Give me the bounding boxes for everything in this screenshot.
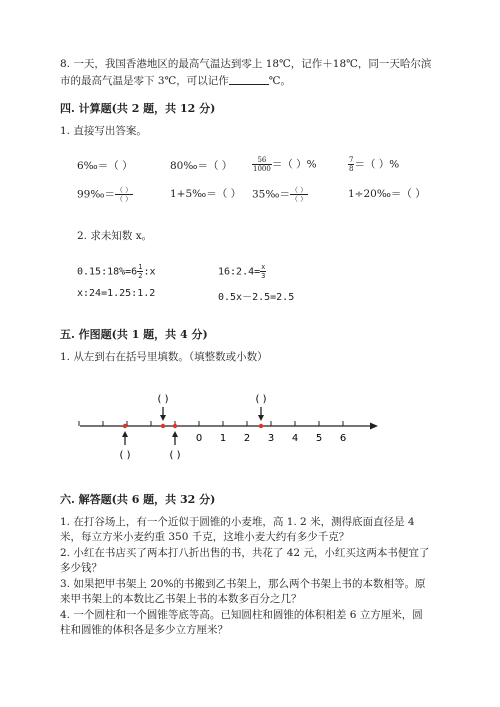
- tick-label: 2: [243, 433, 251, 444]
- calc-row2-c-text: 35‰＝: [252, 188, 290, 201]
- fraction-numerator: 1: [138, 263, 143, 271]
- calc-row2-c: [252, 186, 308, 204]
- red-point: [173, 424, 177, 428]
- section-6-line-1: 1. 在打谷场上，有一个近似于圆锥的小麦堆，高 1. 2 米，测得底面直径是 4: [60, 516, 415, 528]
- tick-marks: [79, 421, 343, 426]
- equation-1-text: 0.15:18%=6: [77, 266, 138, 278]
- section-6-line-8: 柱和圆锥的体积各是多少立方厘米？: [60, 624, 228, 636]
- calc-row1-c-answer: ＝（ ）%: [271, 158, 317, 171]
- section-4-q2-title: 2. 求未知数 x。: [77, 230, 153, 242]
- fraction-numerator: 56: [252, 156, 272, 165]
- section-6-line-4: 多少钱？: [60, 562, 102, 574]
- number-line-figure: [0, 380, 500, 470]
- q8-line-2: [60, 73, 291, 90]
- fraction-denominator: 3: [261, 272, 266, 280]
- tick-labels: [196, 433, 346, 444]
- fraction: [290, 186, 308, 203]
- section-6-line-3: 2. 小红在书店买了两本打八折出售的书，共花了 42 元，小红买这两本书便宜了: [60, 547, 430, 559]
- section-5-q1-title: 1. 从左到右在括号里填数。（填整数或小数）: [60, 351, 268, 363]
- arrow-head-icon: [370, 423, 378, 430]
- section-4-heading: 四. 计算题(共 2 题，共 12 分): [60, 102, 216, 115]
- tick-label: 3: [267, 433, 275, 444]
- calc-row2-b: 1+5‰＝（ ）: [170, 188, 242, 200]
- arrow-head-icon: [172, 431, 178, 437]
- q8-line-1: 8. 一天，我国香港地区的最高气温达到零上 18℃，记作＋18℃，同一天哈尔滨: [60, 58, 432, 70]
- fraction-denominator: （ ）: [115, 195, 133, 203]
- arrow-head-icon: [160, 415, 166, 421]
- calc-row2-a: [77, 186, 133, 204]
- calc-row1-a: 6‰＝（ ）: [77, 160, 133, 172]
- q8-line-2-text: 市的最高气温是零下 3℃，可以记作: [60, 75, 229, 87]
- calc-row2-a-text: 99‰＝: [77, 188, 115, 201]
- equation-2: [218, 263, 266, 280]
- red-point: [123, 424, 127, 428]
- arrow-head-icon: [122, 431, 128, 437]
- section-6-line-6: 来甲书架上的本数比乙书架上书的本数多百分之几？: [60, 593, 302, 605]
- equation-4: 0.5x－2.5=2.5: [218, 292, 295, 303]
- fraction-denominator: （ ）: [290, 195, 308, 203]
- tick-label: 0: [195, 433, 203, 444]
- calc-row2-d: 1÷20‰＝（ ）: [348, 188, 426, 200]
- answer-paren-bottom-2[interactable]: ( ): [169, 450, 181, 461]
- answer-paren-bottom-1[interactable]: ( ): [119, 450, 131, 461]
- q8-line-2-unit: ℃。: [268, 75, 292, 87]
- tick-label: 5: [315, 433, 323, 444]
- tick-label: 4: [291, 433, 299, 444]
- fraction-numerator: 7: [349, 156, 354, 164]
- section-6-heading: 六. 解答题(共 6 题，共 32 分): [60, 493, 216, 506]
- equation-1: [77, 263, 155, 280]
- fraction-numerator: （ ）: [115, 186, 133, 194]
- fraction: [252, 156, 272, 173]
- equation-2-text: 16:2.4=: [218, 266, 261, 278]
- fraction-denominator: 2: [138, 272, 143, 280]
- answer-blank[interactable]: [229, 74, 269, 85]
- fraction-numerator: （ ）: [290, 186, 308, 194]
- section-5-heading: 五. 作图题(共 1 题，共 4 分): [60, 328, 208, 341]
- tick-label: 6: [339, 433, 347, 444]
- calc-row1-b: 80‰＝（ ）: [170, 160, 233, 172]
- fraction: [115, 186, 133, 203]
- section-6-line-7: 4. 一个圆柱和一个圆锥等底等高。已知圆柱和圆锥的体积相差 6 立方厘米，圆: [60, 609, 423, 621]
- arrow-head-icon: [258, 415, 264, 421]
- tick-label: 1: [219, 433, 227, 444]
- calc-row1-c: [252, 156, 317, 174]
- fraction-numerator: x: [261, 263, 266, 271]
- red-point: [259, 424, 263, 428]
- fraction-denominator: 1000: [253, 165, 271, 173]
- calc-row1-d: [348, 156, 399, 174]
- red-point: [161, 424, 165, 428]
- equation-1-end: :x: [143, 266, 156, 278]
- equation-3: x:24=1.25:1.2: [77, 288, 156, 299]
- answer-paren-top-1[interactable]: ( ): [157, 394, 169, 405]
- answer-paren-top-2[interactable]: ( ): [255, 394, 267, 405]
- calc-row1-d-answer: ＝（ ）%: [354, 158, 400, 171]
- section-6-line-5: 3. 如果把甲书架上 20%的书搬到乙书架上，那么两个书架上书的本数相等。原: [60, 578, 426, 590]
- section-4-q1-title: 1. 直接写出答案。: [60, 125, 147, 137]
- fraction-denominator: 8: [349, 165, 354, 173]
- section-6-line-2: 米，每立方米小麦约重 350 千克，这堆小麦大约有多少千克？: [60, 531, 350, 543]
- fraction: [260, 263, 266, 280]
